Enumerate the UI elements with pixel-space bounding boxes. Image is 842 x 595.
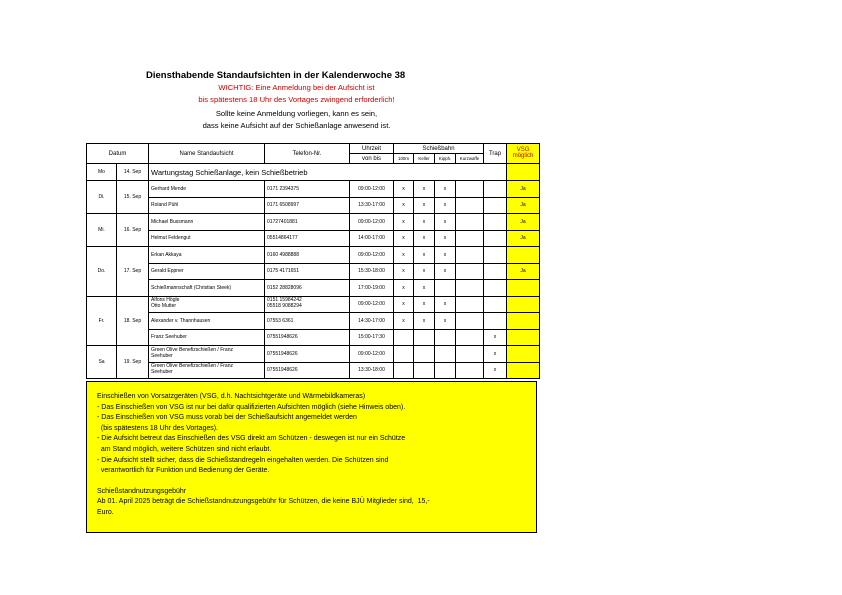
mark-kurzwaffe: [456, 329, 484, 346]
vsg-cell: [507, 362, 540, 379]
name-line: Green Olive Benefizschießen / Franz: [151, 363, 233, 370]
schedule-row: [87, 263, 540, 280]
mark-keller: x: [414, 296, 435, 313]
phone-cell: 07551948626: [265, 329, 350, 346]
header-schiessbahn: Schießbahn: [394, 144, 484, 154]
mark-keller: x: [414, 313, 435, 330]
header-uhrzeit: Uhrzeit: [350, 144, 394, 154]
mark-keller: x: [414, 280, 435, 297]
name-line: Seehuber: [151, 352, 173, 359]
mark-100m: x: [394, 230, 414, 247]
info-line: verantwortlich für Funktion und Bedienung der Geräte.: [97, 467, 270, 475]
schedule-row: [87, 247, 540, 264]
time-cell: 09:00-12:00: [350, 346, 394, 363]
schedule-row: [87, 362, 540, 379]
schedule-row: [87, 230, 540, 247]
mark-100m: x: [394, 280, 414, 297]
info-line: am Stand möglich, weitere Schützen sind nicht erlaubt.: [97, 445, 272, 453]
time-cell: 15:30-18:00: [350, 263, 394, 280]
time-cell: 14:00-17:00: [350, 230, 394, 247]
schedule-row: [87, 181, 540, 198]
mark-keller: [414, 346, 435, 363]
mark-kurzwaffe: [456, 214, 484, 231]
time-cell: 09:00-12:00: [350, 214, 394, 231]
phone-cell: 07551948626: [265, 362, 350, 379]
time-cell: 09:00-12:00: [350, 181, 394, 198]
phone-cell: 0171 2394375: [265, 181, 350, 198]
time-cell: 09:00-12:00: [350, 296, 394, 313]
name-cell: Schießmannschaft (Christian Steek): [149, 280, 265, 297]
mark-kurzwaffe: [456, 181, 484, 198]
name-cell: Roland Pühl: [149, 197, 265, 214]
fee-info-text: [97, 487, 526, 519]
vsg-cell: Ja: [507, 181, 540, 198]
name-line: Alfons Högle: [151, 297, 180, 304]
mark-trap: [484, 280, 507, 297]
mark-100m: [394, 329, 414, 346]
mark-kipph: x: [435, 181, 456, 198]
schedule-row: [87, 296, 540, 313]
schedule-table: [86, 143, 540, 379]
mark-trap: x: [484, 362, 507, 379]
header-telefon: Telefon-Nr.: [265, 144, 350, 164]
name-cell: Franz Seehuber: [149, 329, 265, 346]
mark-kurzwaffe: [456, 247, 484, 264]
maintenance-text: Wartungstag Schießanlage, kein Schießbetrieb: [149, 164, 507, 181]
mark-trap: [484, 214, 507, 231]
date-cell: 16. Sep: [117, 214, 149, 247]
mark-keller: x: [414, 181, 435, 198]
header-row-1: [87, 144, 540, 154]
vsg-cell: Ja: [507, 263, 540, 280]
mark-kipph: x: [435, 263, 456, 280]
note-line-2: dass keine Aufsicht auf der Schießanlage anwesend ist.: [202, 121, 391, 130]
header-keller: Keller: [414, 154, 435, 164]
info-line: (bis spätestens 18 Uhr des Vortages).: [97, 424, 219, 432]
date-cell: 15. Sep: [117, 181, 149, 214]
schedule-row: [87, 214, 540, 231]
note-line-1: Sollte keine Anmeldung vorliegen, kann es sein,: [215, 109, 378, 118]
phone-cell: 07551948626: [265, 346, 350, 363]
vsg-cell: [507, 346, 540, 363]
name-cell: [149, 362, 265, 379]
mark-100m: x: [394, 296, 414, 313]
mark-kurzwaffe: [456, 263, 484, 280]
header-datum: Datum: [87, 144, 149, 164]
date-cell: 14. Sep: [117, 164, 149, 181]
vsg-cell: [507, 329, 540, 346]
page-title: Diensthabende Standaufsichten in der Kalenderwoche 38: [146, 70, 406, 81]
date-cell: 19. Sep: [117, 346, 149, 379]
name-cell: Michael Bussmann: [149, 214, 265, 231]
header-vsg-line1: VSG: [516, 146, 530, 153]
info-line: Ab 01. April 2025 beträgt die Schießstandnutzungsgebühr für Schützen, die keine BJÜ Mitglieder sind, 15,-: [97, 498, 430, 506]
header-trap: Trap: [484, 144, 507, 164]
day-cell: Do.: [87, 247, 117, 297]
header-100m: 100m: [394, 154, 414, 164]
mark-kurzwaffe: [456, 296, 484, 313]
mark-kurzwaffe: [456, 197, 484, 214]
mark-kipph: [435, 280, 456, 297]
info-line: - Das Einschießen von VSG ist nur bei dafür qualifizierten Aufsichten möglich (siehe Hinweis oben).: [97, 403, 406, 411]
name-cell: Erkan Akkaya: [149, 247, 265, 264]
phone-cell: 0171 6508997: [265, 197, 350, 214]
header-kipph: Kipph.: [435, 154, 456, 164]
date-cell: 17. Sep: [117, 247, 149, 297]
schedule-row: [87, 313, 540, 330]
mark-kipph: [435, 362, 456, 379]
vsg-cell: Ja: [507, 230, 540, 247]
name-cell: Gerald Eppner: [149, 263, 265, 280]
mark-100m: x: [394, 214, 414, 231]
info-line: Einschießen von Vorsatzgeräten (VSG, d.h. Nachtsichtgeräte und Wärmebildkameras): [97, 393, 366, 400]
name-cell: [149, 346, 265, 363]
info-line: Schießstandnutzungsgebühr: [97, 487, 187, 495]
day-cell: Mo: [87, 164, 117, 181]
vsg-cell: [507, 313, 540, 330]
mark-kipph: x: [435, 197, 456, 214]
name-line: Green Olive Benefizschießen / Franz: [151, 346, 233, 353]
mark-kipph: x: [435, 296, 456, 313]
mark-100m: [394, 346, 414, 363]
day-cell: Mi.: [87, 214, 117, 247]
mark-trap: [484, 181, 507, 198]
phone-cell: 0175 4171651: [265, 263, 350, 280]
mark-kipph: [435, 346, 456, 363]
mark-trap: [484, 247, 507, 264]
vsg-info-box: [86, 381, 537, 533]
schedule-row: [87, 346, 540, 363]
schedule-body: [87, 144, 540, 379]
date-cell: 18. Sep: [117, 296, 149, 346]
warning-line-1: WICHTIG: Eine Anmeldung bei der Aufsicht ist: [218, 83, 375, 92]
mark-100m: x: [394, 247, 414, 264]
mark-trap: [484, 197, 507, 214]
mark-kipph: x: [435, 230, 456, 247]
mark-keller: [414, 329, 435, 346]
time-cell: 09:00-12:00: [350, 247, 394, 264]
mark-kurzwaffe: [456, 230, 484, 247]
name-line: Seehuber: [151, 369, 173, 376]
vsg-cell: [507, 247, 540, 264]
time-cell: 17:00-19:00: [350, 280, 394, 297]
mark-kipph: x: [435, 247, 456, 264]
vsg-info-text: [97, 392, 526, 477]
time-cell: 14:30-17:00: [350, 313, 394, 330]
mark-kurzwaffe: [456, 346, 484, 363]
header-kurzwaffe: Kurzwaffe: [456, 154, 484, 164]
vsg-cell: Ja: [507, 214, 540, 231]
mark-trap: x: [484, 346, 507, 363]
mark-kipph: x: [435, 214, 456, 231]
mark-trap: x: [484, 329, 507, 346]
spacer: [97, 477, 526, 487]
phone-line: 05518 9088294: [267, 303, 302, 310]
mark-kurzwaffe: [456, 313, 484, 330]
name-cell: [149, 296, 265, 313]
time-cell: 13:30-17:00: [350, 197, 394, 214]
mark-trap: [484, 313, 507, 330]
phone-cell: 05514864177: [265, 230, 350, 247]
mark-trap: [484, 296, 507, 313]
mark-keller: x: [414, 214, 435, 231]
maintenance-row: [87, 164, 540, 181]
header-von-bis: von bis: [350, 154, 394, 164]
schedule-row: [87, 329, 540, 346]
info-line: - Das Einschießen von VSG muss vorab bei der Schießaufsicht angemeldet werden: [97, 414, 357, 422]
vsg-cell: [507, 280, 540, 297]
name-cell: Alexander v. Thannhausen: [149, 313, 265, 330]
day-cell: Fr.: [87, 296, 117, 346]
phone-cell: 01727401881: [265, 214, 350, 231]
info-line: Euro.: [97, 508, 114, 516]
phone-cell: 0160 4988888: [265, 247, 350, 264]
mark-kurzwaffe: [456, 362, 484, 379]
mark-keller: [414, 362, 435, 379]
info-line: - Die Aufsicht stellt sicher, dass die Schießstandregeln eingehalten werden. Die Schützen sind: [97, 456, 389, 464]
phone-cell: 0152 28828096: [265, 280, 350, 297]
vsg-cell: [507, 296, 540, 313]
mark-keller: x: [414, 263, 435, 280]
schedule-row: [87, 197, 540, 214]
name-cell: Helmut Feldengut: [149, 230, 265, 247]
mark-kipph: [435, 329, 456, 346]
mark-keller: x: [414, 197, 435, 214]
mark-100m: [394, 362, 414, 379]
mark-100m: x: [394, 313, 414, 330]
warning-line-2: bis spätestens 18 Uhr des Vortages zwingend erforderlich!: [198, 95, 395, 104]
vsg-cell: [507, 164, 540, 181]
name-cell: Gerhard Mende: [149, 181, 265, 198]
mark-100m: x: [394, 263, 414, 280]
mark-kurzwaffe: [456, 280, 484, 297]
mark-100m: x: [394, 181, 414, 198]
mark-trap: [484, 230, 507, 247]
time-cell: 15:00-17:30: [350, 329, 394, 346]
day-cell: Di.: [87, 181, 117, 214]
header-name: Name Standaufsicht: [149, 144, 265, 164]
mark-100m: x: [394, 197, 414, 214]
mark-kipph: x: [435, 313, 456, 330]
header-vsg-line2: möglich: [512, 152, 534, 159]
info-line: - Die Aufsicht betreut das Einschießen des VSG direkt am Schützen - deswegen ist nur ein Schütze: [97, 435, 406, 443]
phone-cell: 07553 6361: [265, 313, 350, 330]
phone-line: 0151 15984242: [267, 297, 302, 304]
time-cell: 13:30-18:00: [350, 362, 394, 379]
schedule-row: [87, 280, 540, 297]
mark-keller: x: [414, 230, 435, 247]
vsg-cell: Ja: [507, 197, 540, 214]
name-line: Otto Mutter: [151, 303, 177, 310]
phone-cell: [265, 296, 350, 313]
header-vsg: [507, 144, 540, 164]
mark-trap: [484, 263, 507, 280]
mark-keller: x: [414, 247, 435, 264]
day-cell: Sa: [87, 346, 117, 379]
